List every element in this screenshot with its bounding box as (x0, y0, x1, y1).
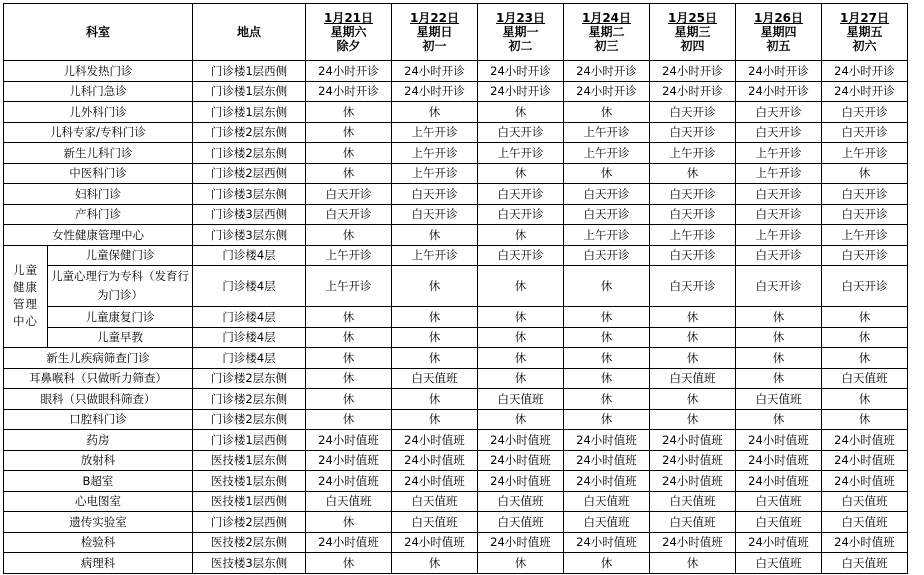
schedule-cell: 24小时值班 (736, 450, 822, 471)
table-row (4, 553, 908, 574)
schedule-cell: 白天开诊 (650, 122, 736, 143)
table-row (4, 225, 908, 246)
table-row (4, 327, 908, 348)
table-row (4, 266, 908, 307)
day-header (306, 4, 392, 61)
location-cell: 门诊楼4层 (193, 266, 306, 307)
department-cell: B超室 (4, 471, 193, 492)
schedule-cell: 休 (392, 225, 478, 246)
schedule-cell: 休 (822, 409, 908, 430)
schedule-cell: 白天值班 (392, 491, 478, 512)
day-date: 1月25日 (667, 11, 718, 25)
schedule-cell: 24小时值班 (564, 532, 650, 553)
schedule-cell: 休 (650, 409, 736, 430)
day-header (478, 4, 564, 61)
schedule-cell: 24小时值班 (822, 471, 908, 492)
schedule-cell: 白天开诊 (736, 204, 822, 225)
schedule-cell: 24小时开诊 (306, 61, 392, 82)
day-lunar: 初四 (680, 39, 705, 53)
schedule-cell: 24小时值班 (306, 471, 392, 492)
day-weekday: 星期六 (330, 25, 367, 39)
schedule-cell: 白天开诊 (650, 245, 736, 266)
schedule-cell: 24小时值班 (650, 450, 736, 471)
schedule-cell: 白天值班 (822, 512, 908, 533)
group-label-cell: 儿童健康管理中心 (4, 245, 48, 348)
department-cell: 中医科门诊 (4, 163, 193, 184)
schedule-cell: 白天值班 (392, 368, 478, 389)
schedule-cell: 休 (822, 163, 908, 184)
schedule-cell: 24小时值班 (478, 450, 564, 471)
location-cell: 门诊楼1层东侧 (193, 102, 306, 123)
location-cell: 门诊楼4层 (193, 307, 306, 328)
table-row (4, 471, 908, 492)
department-cell: 新生儿科门诊 (4, 143, 193, 164)
schedule-cell: 白天值班 (478, 491, 564, 512)
schedule-cell: 上午开诊 (822, 143, 908, 164)
schedule-cell: 白天开诊 (392, 184, 478, 205)
schedule-cell: 白天值班 (736, 389, 822, 410)
schedule-cell: 24小时开诊 (392, 61, 478, 82)
schedule-cell: 休 (478, 348, 564, 369)
schedule-cell: 休 (822, 307, 908, 328)
location-cell: 门诊楼2层西侧 (193, 163, 306, 184)
schedule-cell: 上午开诊 (392, 122, 478, 143)
schedule-cell: 上午开诊 (822, 225, 908, 246)
location-cell: 门诊楼4层 (193, 245, 306, 266)
day-date: 1月21日 (323, 11, 374, 25)
schedule-cell: 24小时值班 (306, 430, 392, 451)
schedule-cell: 休 (650, 163, 736, 184)
day-lunar: 初六 (852, 39, 877, 53)
schedule-cell: 白天开诊 (736, 266, 822, 307)
schedule-cell: 白天值班 (822, 491, 908, 512)
schedule-cell: 白天开诊 (306, 204, 392, 225)
schedule-cell: 白天值班 (564, 512, 650, 533)
schedule-cell: 24小时开诊 (650, 61, 736, 82)
department-cell: 儿外科门诊 (4, 102, 193, 123)
schedule-cell: 白天值班 (650, 512, 736, 533)
schedule-cell: 休 (650, 307, 736, 328)
schedule-cell: 24小时值班 (306, 450, 392, 471)
schedule-cell: 休 (306, 327, 392, 348)
schedule-cell: 休 (736, 348, 822, 369)
schedule-cell: 休 (564, 368, 650, 389)
schedule-cell: 休 (822, 348, 908, 369)
schedule-cell: 上午开诊 (564, 225, 650, 246)
schedule-cell: 休 (306, 368, 392, 389)
schedule-cell: 白天开诊 (822, 204, 908, 225)
schedule-cell: 白天开诊 (650, 266, 736, 307)
table-row (4, 122, 908, 143)
day-header (392, 4, 478, 61)
schedule-cell: 休 (564, 327, 650, 348)
schedule-cell: 24小时开诊 (736, 81, 822, 102)
location-cell: 门诊楼1层西侧 (193, 430, 306, 451)
location-cell: 门诊楼4层 (193, 348, 306, 369)
department-cell: 女性健康管理中心 (4, 225, 193, 246)
schedule-cell: 24小时值班 (822, 532, 908, 553)
schedule-cell: 白天值班 (736, 512, 822, 533)
schedule-cell: 24小时值班 (736, 471, 822, 492)
day-date: 1月23日 (495, 11, 546, 25)
location-cell: 门诊楼3层西侧 (193, 204, 306, 225)
schedule-cell: 上午开诊 (392, 163, 478, 184)
table-row (4, 184, 908, 205)
schedule-cell: 白天开诊 (564, 204, 650, 225)
day-weekday: 星期一 (502, 25, 539, 39)
day-header (564, 4, 650, 61)
table-row (4, 143, 908, 164)
schedule-cell: 休 (564, 553, 650, 574)
schedule-cell: 24小时值班 (650, 532, 736, 553)
day-weekday: 星期三 (674, 25, 711, 39)
schedule-cell: 24小时开诊 (478, 61, 564, 82)
schedule-cell: 休 (392, 553, 478, 574)
location-cell: 医技楼3层东侧 (193, 553, 306, 574)
schedule-cell: 上午开诊 (306, 266, 392, 307)
schedule-cell: 白天开诊 (650, 204, 736, 225)
schedule-cell: 休 (306, 143, 392, 164)
schedule-cell: 白天开诊 (478, 184, 564, 205)
location-cell: 医技楼1层东侧 (193, 471, 306, 492)
schedule-cell: 24小时开诊 (736, 61, 822, 82)
schedule-cell: 白天开诊 (736, 122, 822, 143)
department-cell: 产科门诊 (4, 204, 193, 225)
schedule-cell: 上午开诊 (650, 225, 736, 246)
schedule-cell: 白天开诊 (478, 204, 564, 225)
schedule-cell: 24小时值班 (822, 450, 908, 471)
schedule-cell: 休 (478, 553, 564, 574)
schedule-cell: 休 (392, 307, 478, 328)
schedule-cell: 白天值班 (822, 553, 908, 574)
table-row (4, 368, 908, 389)
schedule-cell: 白天开诊 (822, 245, 908, 266)
schedule-cell: 上午开诊 (650, 143, 736, 164)
schedule-cell: 上午开诊 (736, 163, 822, 184)
department-cell: 儿科专家/专科门诊 (4, 122, 193, 143)
schedule-cell: 休 (650, 348, 736, 369)
schedule-cell: 休 (478, 225, 564, 246)
day-header (736, 4, 822, 61)
location-cell: 门诊楼2层东侧 (193, 389, 306, 410)
header-row (4, 4, 908, 61)
department-cell: 儿童保健门诊 (48, 245, 193, 266)
department-cell: 放射科 (4, 450, 193, 471)
day-weekday: 星期二 (588, 25, 625, 39)
day-header (650, 4, 736, 61)
schedule-cell: 休 (478, 307, 564, 328)
location-cell: 门诊楼2层东侧 (193, 409, 306, 430)
schedule-cell: 休 (478, 327, 564, 348)
schedule-cell: 休 (306, 409, 392, 430)
table-row (4, 81, 908, 102)
schedule-cell: 24小时开诊 (306, 81, 392, 102)
location-cell: 门诊楼2层东侧 (193, 368, 306, 389)
department-cell: 药房 (4, 430, 193, 451)
schedule-cell: 24小时值班 (478, 532, 564, 553)
day-date: 1月27日 (839, 11, 890, 25)
schedule-cell: 白天开诊 (736, 184, 822, 205)
table-row (4, 163, 908, 184)
department-cell: 遗传实验室 (4, 512, 193, 533)
table-row (4, 307, 908, 328)
table-row (4, 491, 908, 512)
schedule-cell: 24小时值班 (478, 471, 564, 492)
schedule-cell: 白天值班 (306, 491, 392, 512)
day-lunar: 初一 (422, 39, 447, 53)
department-header: 科室 (4, 4, 193, 61)
schedule-cell: 白天值班 (478, 389, 564, 410)
schedule-cell: 上午开诊 (736, 143, 822, 164)
schedule-cell: 白天开诊 (736, 102, 822, 123)
schedule-cell: 休 (306, 163, 392, 184)
table-row (4, 61, 908, 82)
schedule-cell: 24小时值班 (392, 471, 478, 492)
department-cell: 检验科 (4, 532, 193, 553)
schedule-cell: 休 (564, 389, 650, 410)
location-cell: 医技楼1层西侧 (193, 491, 306, 512)
schedule-cell: 24小时值班 (392, 450, 478, 471)
schedule-cell: 白天开诊 (478, 245, 564, 266)
schedule-cell: 上午开诊 (736, 225, 822, 246)
schedule-cell: 白天开诊 (650, 102, 736, 123)
schedule-cell: 休 (306, 225, 392, 246)
table-row (4, 532, 908, 553)
table-row (4, 389, 908, 410)
schedule-cell: 24小时值班 (478, 430, 564, 451)
day-date: 1月22日 (409, 11, 460, 25)
schedule-cell: 休 (650, 327, 736, 348)
table-row (4, 102, 908, 123)
table-row (4, 430, 908, 451)
day-lunar: 初三 (594, 39, 619, 53)
location-cell: 门诊楼2层东侧 (193, 122, 306, 143)
table-row (4, 450, 908, 471)
schedule-cell: 休 (478, 409, 564, 430)
schedule-cell: 24小时开诊 (564, 81, 650, 102)
schedule-cell: 白天值班 (564, 491, 650, 512)
department-cell: 儿童早教 (48, 327, 193, 348)
schedule-cell: 白天开诊 (822, 122, 908, 143)
schedule-cell: 24小时值班 (392, 430, 478, 451)
schedule-cell: 休 (564, 163, 650, 184)
schedule-cell: 休 (564, 102, 650, 123)
department-cell: 新生儿疾病筛查门诊 (4, 348, 193, 369)
schedule-cell: 24小时值班 (564, 471, 650, 492)
schedule-cell: 休 (306, 553, 392, 574)
schedule-cell: 休 (392, 409, 478, 430)
schedule-cell: 24小时值班 (564, 430, 650, 451)
schedule-cell: 休 (564, 348, 650, 369)
schedule-cell: 白天值班 (822, 368, 908, 389)
location-cell: 门诊楼1层东侧 (193, 81, 306, 102)
schedule-cell: 白天开诊 (650, 184, 736, 205)
schedule-cell: 休 (736, 409, 822, 430)
schedule-cell: 休 (392, 266, 478, 307)
schedule-cell: 白天开诊 (392, 204, 478, 225)
day-lunar: 除夕 (336, 39, 361, 53)
schedule-cell: 休 (736, 327, 822, 348)
department-cell: 儿科发热门诊 (4, 61, 193, 82)
schedule-cell: 上午开诊 (306, 245, 392, 266)
schedule-cell: 上午开诊 (564, 143, 650, 164)
schedule-cell: 24小时开诊 (392, 81, 478, 102)
schedule-cell: 白天开诊 (822, 102, 908, 123)
table-row (4, 348, 908, 369)
schedule-cell: 休 (478, 102, 564, 123)
schedule-cell: 休 (392, 389, 478, 410)
location-header: 地点 (193, 4, 306, 61)
schedule-cell: 休 (822, 389, 908, 410)
schedule-cell: 白天值班 (478, 512, 564, 533)
day-date: 1月24日 (581, 11, 632, 25)
department-cell: 儿科门急诊 (4, 81, 193, 102)
location-cell: 门诊楼3层东侧 (193, 184, 306, 205)
schedule-cell: 白天开诊 (736, 245, 822, 266)
department-cell: 眼科（只做眼科筛查） (4, 389, 193, 410)
table-row (4, 245, 908, 266)
schedule-cell: 白天值班 (736, 553, 822, 574)
schedule-cell: 休 (650, 553, 736, 574)
schedule-cell: 休 (478, 163, 564, 184)
holiday-schedule-table (3, 3, 908, 574)
schedule-body (4, 61, 908, 574)
schedule-cell: 白天开诊 (822, 266, 908, 307)
schedule-cell: 24小时值班 (822, 430, 908, 451)
department-cell: 口腔科门诊 (4, 409, 193, 430)
schedule-cell: 白天值班 (392, 512, 478, 533)
schedule-cell: 24小时开诊 (478, 81, 564, 102)
schedule-cell: 上午开诊 (564, 122, 650, 143)
schedule-cell: 休 (736, 368, 822, 389)
schedule-cell: 白天开诊 (564, 245, 650, 266)
schedule-cell: 白天值班 (650, 491, 736, 512)
schedule-cell: 休 (392, 102, 478, 123)
table-row (4, 204, 908, 225)
department-cell: 病理科 (4, 553, 193, 574)
schedule-cell: 休 (822, 327, 908, 348)
schedule-cell: 24小时值班 (736, 430, 822, 451)
department-cell: 心电图室 (4, 491, 193, 512)
day-weekday: 星期五 (846, 25, 883, 39)
location-cell: 医技楼1层东侧 (193, 450, 306, 471)
day-header (822, 4, 908, 61)
schedule-cell: 24小时值班 (650, 471, 736, 492)
schedule-cell: 休 (736, 307, 822, 328)
day-lunar: 初二 (508, 39, 533, 53)
location-cell: 门诊楼3层东侧 (193, 225, 306, 246)
schedule-cell: 24小时开诊 (822, 61, 908, 82)
table-row (4, 409, 908, 430)
schedule-cell: 白天开诊 (564, 184, 650, 205)
schedule-cell: 上午开诊 (392, 245, 478, 266)
schedule-cell: 休 (564, 266, 650, 307)
schedule-cell: 上午开诊 (392, 143, 478, 164)
day-date: 1月26日 (753, 11, 804, 25)
location-cell: 门诊楼4层 (193, 327, 306, 348)
schedule-cell: 24小时开诊 (650, 81, 736, 102)
schedule-cell: 24小时值班 (306, 532, 392, 553)
schedule-table-wrapper (3, 3, 908, 574)
schedule-cell: 休 (650, 389, 736, 410)
schedule-cell: 休 (478, 266, 564, 307)
schedule-cell: 休 (306, 307, 392, 328)
location-cell: 门诊楼2层西侧 (193, 512, 306, 533)
day-lunar: 初五 (766, 39, 791, 53)
schedule-cell: 白天开诊 (478, 122, 564, 143)
department-cell: 耳鼻喉科（只做听力筛查） (4, 368, 193, 389)
schedule-cell: 休 (306, 512, 392, 533)
location-cell: 医技楼2层东侧 (193, 532, 306, 553)
schedule-cell: 24小时值班 (392, 532, 478, 553)
schedule-cell: 休 (306, 102, 392, 123)
schedule-cell: 白天开诊 (306, 184, 392, 205)
schedule-cell: 休 (478, 368, 564, 389)
schedule-cell: 休 (564, 409, 650, 430)
schedule-cell: 上午开诊 (478, 143, 564, 164)
department-cell: 儿童康复门诊 (48, 307, 193, 328)
day-weekday: 星期四 (760, 25, 797, 39)
schedule-cell: 休 (564, 307, 650, 328)
schedule-cell: 24小时开诊 (564, 61, 650, 82)
department-cell: 儿童心理行为专科（发育行为门诊） (48, 266, 193, 307)
location-cell: 门诊楼1层西侧 (193, 61, 306, 82)
schedule-cell: 休 (306, 389, 392, 410)
location-cell: 门诊楼2层东侧 (193, 143, 306, 164)
schedule-cell: 休 (392, 327, 478, 348)
schedule-cell: 休 (392, 348, 478, 369)
schedule-cell: 休 (306, 122, 392, 143)
schedule-cell: 休 (306, 348, 392, 369)
department-cell: 妇科门诊 (4, 184, 193, 205)
table-row (4, 512, 908, 533)
schedule-cell: 24小时值班 (650, 430, 736, 451)
day-weekday: 星期日 (416, 25, 453, 39)
schedule-cell: 白天值班 (736, 491, 822, 512)
schedule-cell: 24小时值班 (564, 450, 650, 471)
schedule-cell: 白天开诊 (822, 184, 908, 205)
schedule-cell: 白天值班 (650, 368, 736, 389)
schedule-cell: 24小时值班 (736, 532, 822, 553)
schedule-cell: 24小时开诊 (822, 81, 908, 102)
